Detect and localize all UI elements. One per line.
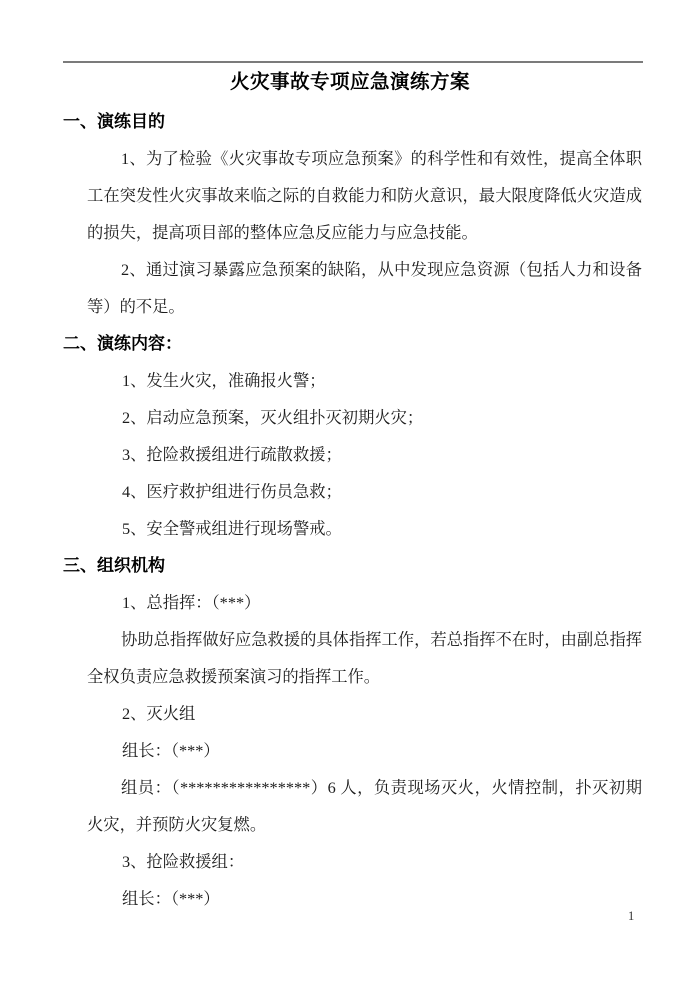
- line-firefighting-group: 2、灭火组: [122, 704, 196, 723]
- document-title: 火灾事故专项应急演练方案: [229, 72, 470, 93]
- document-body: [63, 103, 642, 917]
- list-item-medical-group: 4、医疗救护组进行伤员急救；: [122, 482, 342, 501]
- header-rule: [63, 61, 643, 63]
- page-number: 1: [628, 909, 635, 923]
- paragraph-purpose-1: 1、为了检验《火灾事故专项应急预案》的科学性和有效性，提高全体职工在突发性火灾事故来临之际的自救能力和防火意识，最大限度降低火灾造成的损失，提高项目部的整体应急反应能力与应急技能。: [87, 149, 642, 242]
- list-item-report-fire: 1、发生火灾，准确报火警；: [122, 371, 326, 390]
- paragraph-firefighting-members: 组员：（****************）6 人，负责现场灭火，火情控制，扑灭初期火灾，并预防火灾复燃。: [87, 778, 642, 834]
- list-item-start-plan: 2、启动应急预案，灭火组扑灭初期火灾；: [122, 408, 424, 427]
- section-heading-organization: 三、组织机构: [63, 556, 165, 575]
- line-rescue-group: 3、抢险救援组：: [122, 852, 245, 871]
- list-item-rescue-group: 3、抢险救援组进行疏散救援；: [122, 445, 342, 464]
- list-item-security-group: 5、安全警戒组进行现场警戒。: [122, 519, 342, 538]
- section-heading-drill-purpose: 一、演练目的: [63, 112, 165, 131]
- line-firefighting-leader: 组长：（***）: [122, 741, 220, 760]
- paragraph-purpose-2: 2、通过演习暴露应急预案的缺陷，从中发现应急资源（包括人力和设备等）的不足。: [87, 260, 642, 316]
- line-rescue-leader: 组长：（***）: [122, 889, 220, 908]
- section-heading-drill-content: 二、演练内容：: [63, 334, 182, 353]
- line-commander: 1、总指挥：（***）: [122, 593, 261, 612]
- paragraph-deputy-commander: 协助总指挥做好应急救援的具体指挥工作，若总指挥不在时，由副总指挥全权负责应急救援预案演习的指挥工作。: [87, 630, 643, 686]
